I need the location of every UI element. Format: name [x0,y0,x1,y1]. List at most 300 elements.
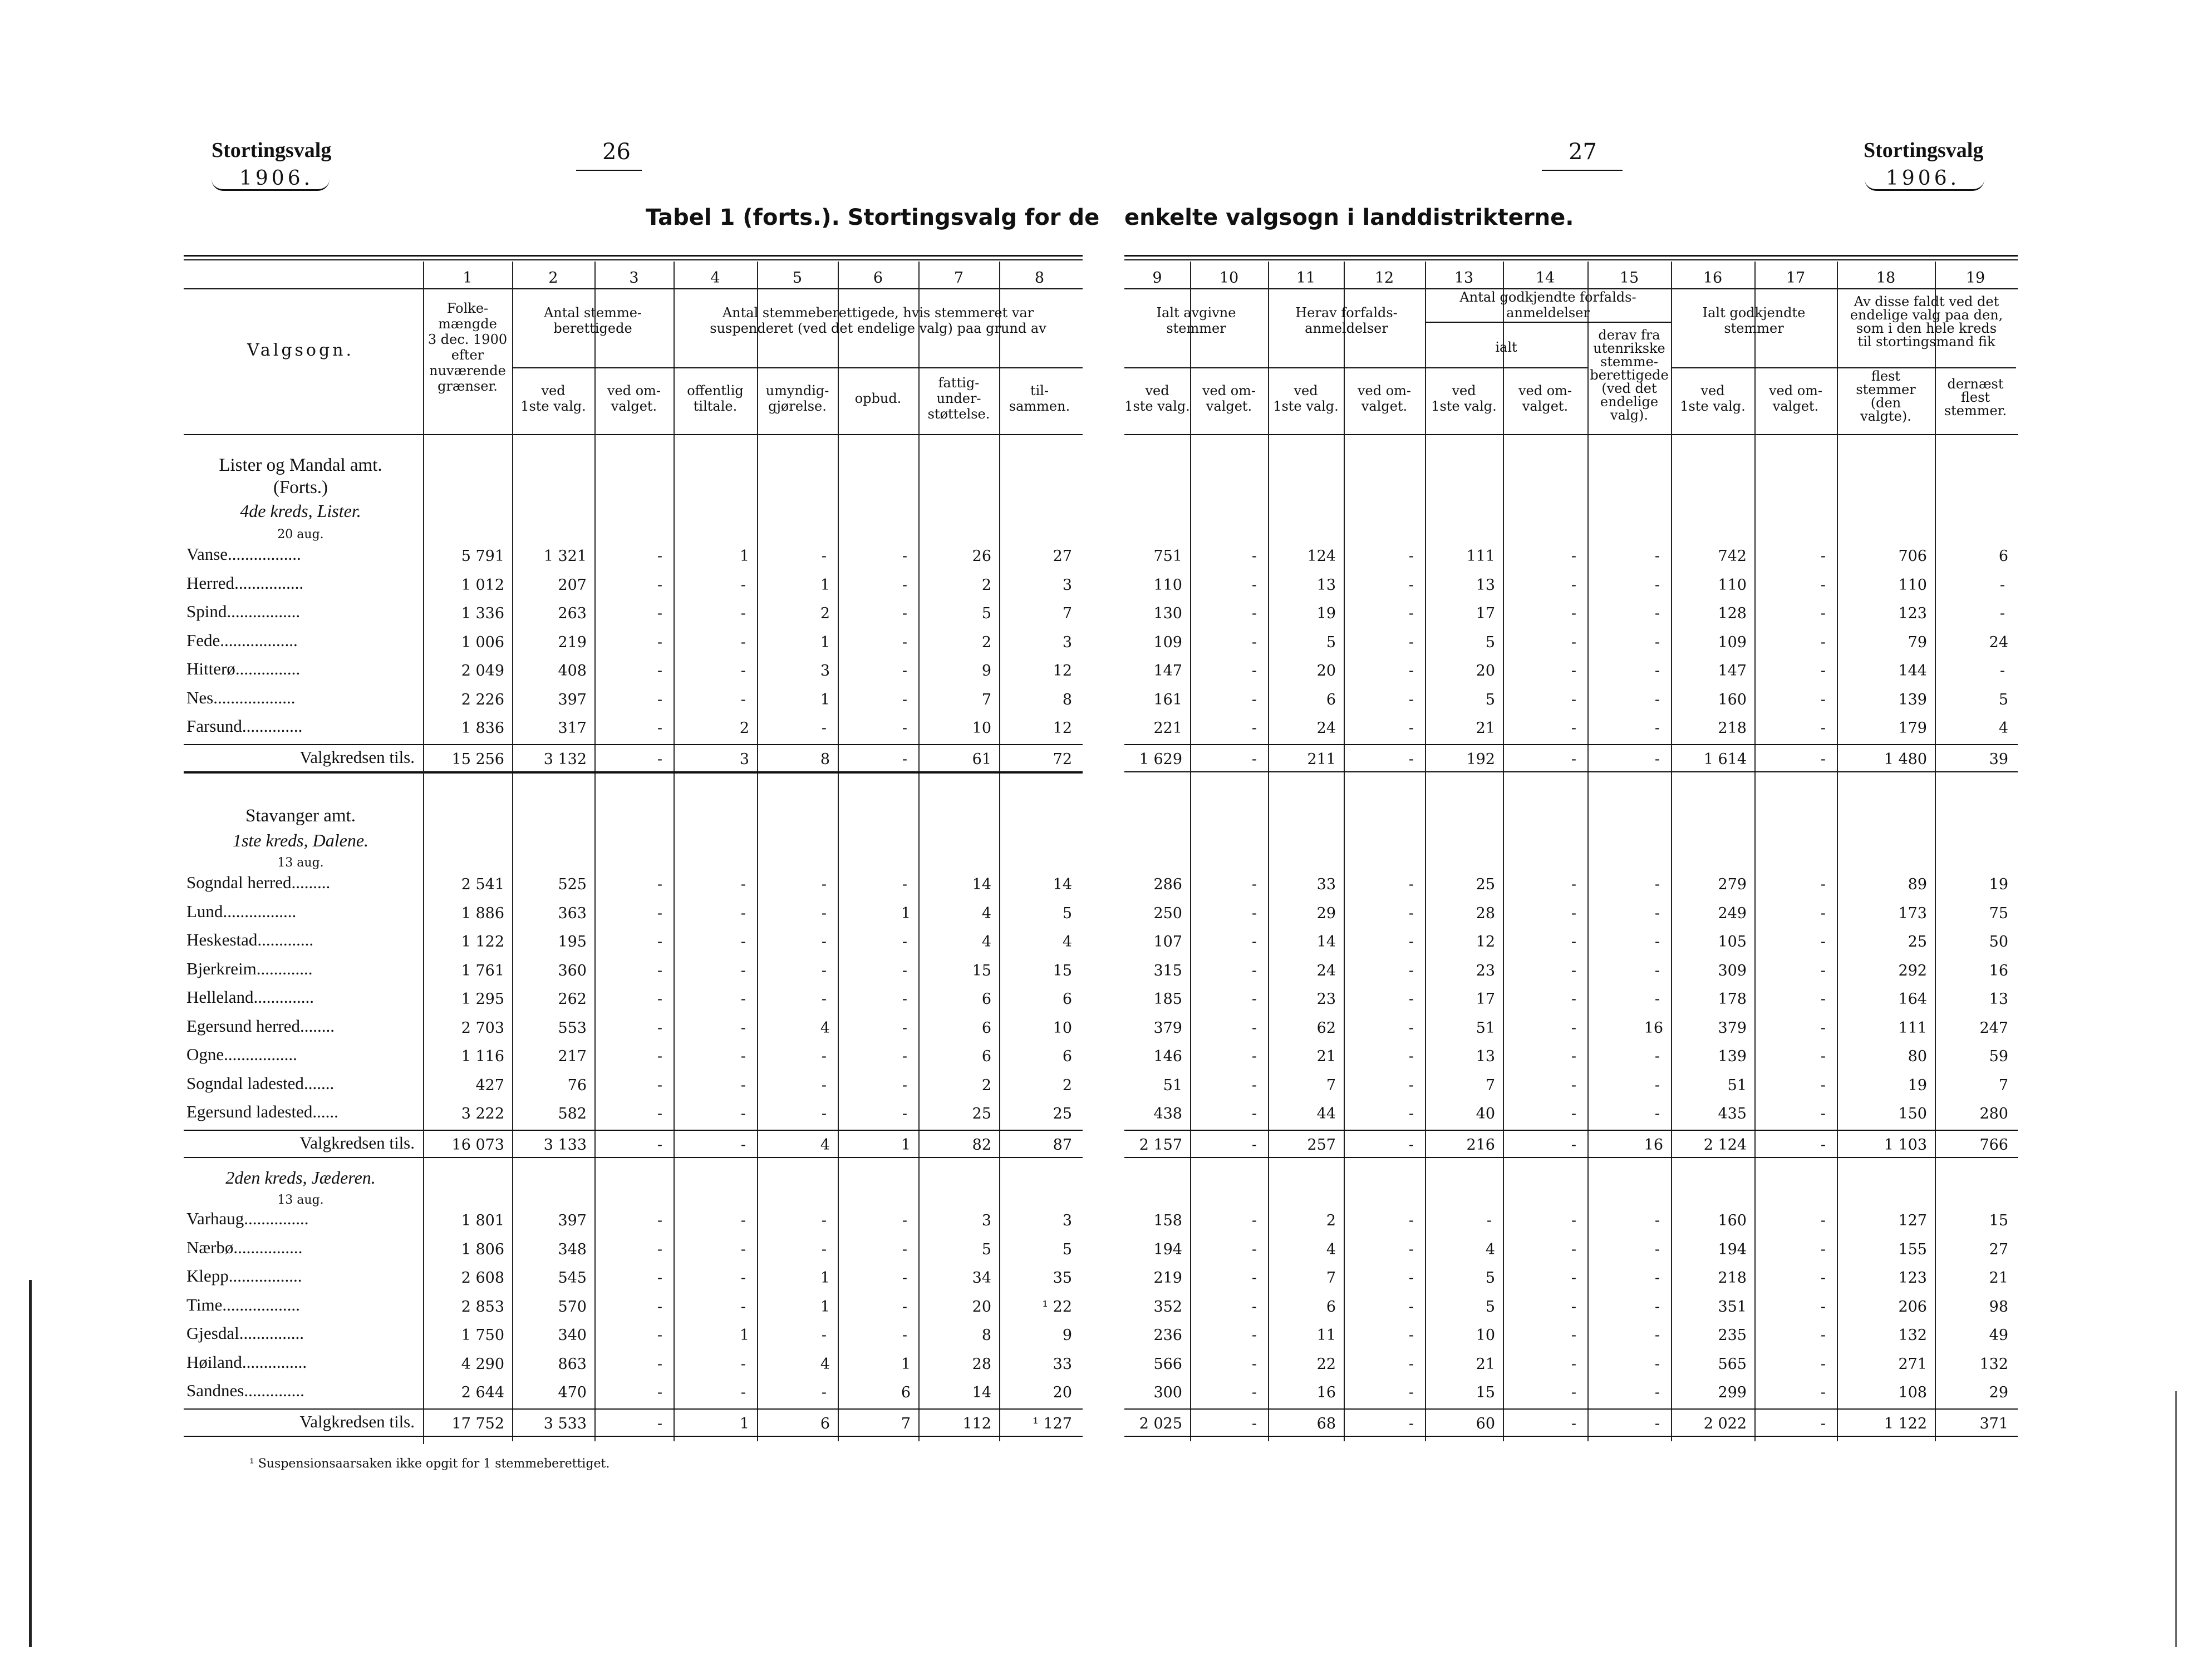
table-cell: 164 [1898,991,1927,1008]
table-cell: 348 [558,1240,587,1258]
table-cell: 23 [1316,991,1336,1008]
table-cell: - [1408,1019,1414,1037]
total-rule [1124,1130,2018,1131]
table-cell: 146 [1153,1048,1182,1065]
table-cell: 1 [820,576,830,594]
table-cell: - [1654,662,1660,679]
row-label [186,1045,417,1065]
group-header-suspenderet: Antal stemmeberettigede, hvis stemmeret var suspenderet (ved det endelige valg) paa grund av [710,305,1046,336]
table-cell: 89 [1908,876,1927,893]
table-cell: 1 321 [543,548,587,565]
total-rule [184,1408,1083,1410]
table-cell: - [1408,633,1414,651]
table-cell: 19 [1989,876,2008,893]
table-cell: 751 [1153,548,1182,565]
table-cell: 2 644 [461,1384,504,1401]
table-cell: 13 [1476,1048,1495,1065]
total-cell: 39 [1989,750,2008,768]
table-cell: - [902,633,907,651]
table-cell: 379 [1153,1019,1182,1037]
table-cell: - [1251,1240,1257,1258]
scan-edge-mark-right [2175,1391,2177,1647]
table-cell: 108 [1898,1384,1927,1401]
table-cell: 80 [1908,1048,1927,1065]
column-header-omvalget: ved om- valget. [1202,383,1256,414]
total-cell: 60 [1476,1415,1495,1432]
table-cell: - [1408,1298,1414,1316]
column-header-fattigunderstottelse: fattig- under- støttelse. [927,375,990,422]
left-colnum-rule [184,288,1083,289]
table-cell: 107 [1153,933,1182,950]
row-name: Egersund herred [186,1016,300,1036]
table-cell: - [1251,991,1257,1008]
table-cell: 76 [567,1076,587,1094]
table-cell: - [1251,576,1257,594]
total-cell: 68 [1316,1415,1336,1432]
table-cell: 98 [1989,1298,2008,1316]
column-header-utenrikske: derav fra utenrikske stemme- berettigede (ved det endelige valg). [1590,327,1669,423]
table-cell: - [1251,691,1257,708]
table-cell: 545 [558,1269,587,1287]
table-cell: - [740,933,746,950]
total-cell: - [902,750,907,768]
table-cell: 15 [1989,1212,2008,1229]
table-cell: - [1820,962,1826,979]
column-header-omvalget: ved om- valget. [607,383,661,414]
table-cell: - [1654,691,1660,708]
table-cell: 5 [981,1240,991,1258]
leader-dots: ............... [244,1209,309,1228]
table-cell: - [740,1212,746,1229]
table-cell: - [1486,1212,1492,1229]
table-cell: 582 [558,1105,587,1122]
table-cell: 3 [1062,1212,1072,1229]
total-cell: 16 073 [451,1136,504,1154]
section-end-rule [184,1157,1083,1158]
table-cell: 262 [558,991,587,1008]
section-amt-title: Stavanger amt. [245,806,356,826]
leader-dots: ................ [233,1237,303,1257]
table-cell: - [1820,662,1826,679]
table-cell: - [1408,1076,1414,1094]
table-cell: 4 [820,1019,830,1037]
table-cell: - [1571,1019,1576,1037]
row-label [186,1323,417,1343]
total-rule [184,744,1083,745]
total-cell: - [1251,750,1257,768]
table-bottom-rule [184,1436,1083,1437]
row-name: Nærbø [186,1237,234,1257]
row-name: Fede [186,630,220,650]
table-cell: 363 [558,904,587,922]
table-cell: - [1999,662,2005,679]
table-cell: 158 [1153,1212,1182,1229]
total-cell: 192 [1466,750,1495,768]
footnote: ¹ Suspensionsaarsaken ikke opgit for 1 stemmeberettiget. [249,1457,610,1471]
right-page-number: 27 [1569,139,1597,165]
total-rule [1124,744,2018,745]
table-cell: - [1408,1212,1414,1229]
table-cell: - [1251,1019,1257,1037]
table-cell: 4 [1485,1240,1495,1258]
table-cell: 1 [820,1298,830,1316]
group-header-avgivne-stemmer: Ialt avgivne stemmer [1156,305,1236,336]
table-cell: - [1571,1355,1576,1373]
left-table-top-rule [184,255,1083,257]
table-cell: - [902,1048,907,1065]
row-name: Helleland [186,987,254,1007]
table-cell: - [1251,662,1257,679]
scan-edge-mark [29,1280,32,1647]
table-cell: 7 [1326,1269,1336,1287]
table-cell: - [1408,720,1414,737]
table-cell: - [1251,933,1257,950]
total-cell: 112 [962,1415,991,1432]
group-rule [1425,322,1671,323]
total-cell: - [1408,1136,1414,1154]
group-header-godkjendte-forfald: Antal godkjendte forfalds- anmeldelser [1459,289,1636,321]
table-cell: - [657,691,662,708]
table-cell: - [1820,1269,1826,1287]
table-cell: - [1654,991,1660,1008]
table-cell: - [1820,720,1826,737]
column-number: 5 [792,269,803,287]
left-column-rule [918,262,920,1441]
total-cell: 72 [1053,750,1072,768]
total-cell: - [1571,750,1576,768]
column-number: 9 [1152,269,1162,287]
table-cell: 132 [1979,1355,2008,1373]
table-cell: - [902,1019,907,1037]
table-cell: 15 [1053,962,1072,979]
table-cell: - [657,1384,662,1401]
left-header-title: Stortingsvalg [212,139,332,162]
table-cell: - [1251,1384,1257,1401]
right-column-rule [1935,262,1936,1441]
table-cell: 22 [1316,1355,1336,1373]
table-cell: 286 [1153,876,1182,893]
table-cell: 132 [1898,1327,1927,1344]
table-cell: - [740,691,746,708]
table-cell: - [657,548,662,565]
table-cell: 28 [1476,904,1495,922]
column-header-1ste-valg: ved 1ste valg. [1273,383,1339,414]
total-cell: - [657,1136,662,1154]
row-label [186,1352,417,1372]
table-cell: - [1408,576,1414,594]
table-cell: 4 [1998,720,2008,737]
table-cell: 111 [1466,548,1495,565]
column-number: 17 [1786,269,1806,287]
table-cell: 5 [981,605,991,622]
column-header-1ste-valg: ved 1ste valg. [520,383,586,414]
table-cell: 150 [1898,1105,1927,1122]
table-caption-left: Tabel 1 (forts.). Stortingsvalg for de [646,205,1100,230]
table-cell: 5 [1062,1240,1072,1258]
table-cell: 9 [981,662,991,679]
table-cell: 25 [1053,1105,1072,1122]
table-cell: - [657,933,662,950]
table-cell: 570 [558,1298,587,1316]
table-cell: 110 [1898,576,1927,594]
left-label-column-rule [423,262,424,1444]
table-cell: - [1654,1269,1660,1287]
table-cell: 1 012 [461,576,504,594]
table-cell: 565 [1718,1355,1747,1373]
left-column-rule [757,262,758,1441]
total-cell: 4 [820,1136,830,1154]
table-cell: 397 [558,691,587,708]
row-name: Gjesdal [186,1323,239,1343]
table-cell: - [1820,1327,1826,1344]
total-cell: - [1654,750,1660,768]
table-cell: 219 [558,633,587,651]
table-cell: - [1820,605,1826,622]
table-cell: 4 [1062,933,1072,950]
group-rule [674,367,1083,368]
column-number: 12 [1374,269,1394,287]
row-label [186,1102,417,1122]
leader-dots: ................. [224,1045,297,1064]
table-cell: 5 [1485,1298,1495,1316]
table-cell: - [1820,576,1826,594]
table-cell: 360 [558,962,587,979]
table-cell: 435 [1718,1105,1747,1122]
table-cell: - [902,1327,907,1344]
table-cell: 6 [1326,691,1336,708]
table-cell: 13 [1476,576,1495,594]
table-cell: 13 [1316,576,1336,594]
table-cell: 160 [1718,1212,1747,1229]
table-cell: - [821,962,827,979]
table-cell: 12 [1476,933,1495,950]
column-header-tilsammen: til- sammen. [1009,383,1070,414]
table-cell: - [1251,1355,1257,1373]
table-cell: - [1999,576,2005,594]
table-cell: - [657,720,662,737]
leader-dots: .................. [222,1294,300,1314]
table-cell: 5 [1485,633,1495,651]
table-cell: 280 [1979,1105,2008,1122]
column-header-folkemaengde: Folke- mængde 3 dec. 1900 efter nuværende grænser. [427,301,508,394]
table-cell: - [1654,1355,1660,1373]
table-cell: - [1820,1105,1826,1122]
table-cell: 21 [1316,1048,1336,1065]
table-cell: - [1654,1105,1660,1122]
table-cell: - [1820,1076,1826,1094]
leader-dots: .............. [244,1381,304,1400]
row-label [186,544,417,564]
table-cell: 15 [972,962,991,979]
table-cell: 33 [1316,876,1336,893]
table-cell: 340 [558,1327,587,1344]
table-cell: - [1251,1298,1257,1316]
table-cell: 111 [1898,1019,1927,1037]
table-cell: 2 [1326,1212,1336,1229]
table-cell: 2 703 [461,1019,504,1037]
table-cell: 3 [981,1212,991,1229]
table-cell: - [1571,991,1576,1008]
table-cell: 5 [1998,691,2008,708]
table-cell: 11 [1316,1327,1336,1344]
table-cell: - [1571,1327,1576,1344]
table-cell: - [657,1105,662,1122]
table-cell: 19 [1316,605,1336,622]
row-label [186,1295,417,1315]
table-cell: - [821,1212,827,1229]
table-cell: 16 [1316,1384,1336,1401]
column-number: 16 [1703,269,1723,287]
table-cell: - [1820,904,1826,922]
table-cell: 20 [1316,662,1336,679]
total-cell: 766 [1979,1136,2008,1154]
total-cell: 3 133 [543,1136,587,1154]
table-cell: - [657,962,662,979]
table-cell: - [1251,633,1257,651]
table-cell: 299 [1718,1384,1747,1401]
section-end-rule [1124,771,2018,772]
table-cell: 2 541 [461,876,504,893]
total-cell: 2 157 [1139,1136,1182,1154]
table-cell: - [1571,1048,1576,1065]
table-cell: 3 [1062,633,1072,651]
row-label [186,573,417,593]
table-cell: 2 [981,576,991,594]
table-cell: 123 [1898,605,1927,622]
table-cell: - [1408,1240,1414,1258]
right-column-rule [1190,262,1191,1441]
table-cell: 1 [820,691,830,708]
table-cell: - [1251,962,1257,979]
row-name: Sogndal ladested [186,1073,304,1093]
table-cell: - [1408,962,1414,979]
table-cell: - [740,1269,746,1287]
table-cell: - [821,1076,827,1094]
table-cell: - [1820,1384,1826,1401]
table-cell: 5 [1485,691,1495,708]
row-label [186,1238,417,1258]
section-kreds-title: 4de kreds, Lister. [240,501,361,521]
table-cell: - [1654,1212,1660,1229]
table-cell: - [1408,1355,1414,1373]
total-cell: 1 629 [1139,750,1182,768]
table-cell: - [1571,691,1576,708]
total-cell: 2 124 [1703,1136,1747,1154]
table-cell: 124 [1307,548,1336,565]
table-cell: - [1571,1212,1576,1229]
table-cell: 1 886 [461,904,504,922]
table-cell: - [1999,605,2005,622]
column-header-omvalget: ved om- valget. [1768,383,1823,414]
table-cell: - [1251,904,1257,922]
table-cell: 2 226 [461,691,504,708]
total-cell: - [1251,1415,1257,1432]
table-cell: - [740,662,746,679]
table-cell: 271 [1898,1355,1927,1373]
column-number: 8 [1034,269,1045,287]
table-cell: - [902,691,907,708]
group-header-ialt: ialt [1495,339,1517,355]
section-date: 13 aug. [277,1193,324,1207]
row-name: Ogne [186,1045,224,1064]
table-cell: 185 [1153,991,1182,1008]
table-cell: - [1408,662,1414,679]
left-column-rule [999,262,1000,1441]
section-amt-title: Lister og Mandal amt. [219,455,382,475]
column-number: 6 [873,269,883,287]
column-header-omvalget: ved om- valget. [1518,383,1572,414]
column-header-1ste-valg: ved 1ste valg. [1431,383,1497,414]
table-cell: 13 [1989,991,2008,1008]
table-cell: 263 [558,605,587,622]
total-cell: 257 [1307,1136,1336,1154]
table-cell: 35 [1053,1269,1072,1287]
table-cell: - [902,720,907,737]
table-cell: - [1654,1384,1660,1401]
table-cell: - [902,576,907,594]
table-cell: 21 [1476,720,1495,737]
leader-dots: ...... [312,1102,338,1121]
table-cell: - [1654,933,1660,950]
table-cell: 7 [981,691,991,708]
total-cell: 1 122 [1884,1415,1927,1432]
table-cell: - [1408,548,1414,565]
table-cell: 127 [1898,1212,1927,1229]
table-cell: 51 [1476,1019,1495,1037]
table-cell: 221 [1153,720,1182,737]
table-cell: - [902,1269,907,1287]
table-cell: - [657,1269,662,1287]
table-cell: 236 [1153,1327,1182,1344]
table-cell: 123 [1898,1269,1927,1287]
table-cell: 1 806 [461,1240,504,1258]
table-cell: 21 [1989,1269,2008,1287]
table-cell: - [821,1327,827,1344]
table-cell: 351 [1718,1298,1747,1316]
table-cell: - [1571,1076,1576,1094]
total-cell: - [1820,1136,1826,1154]
table-cell: - [1571,904,1576,922]
row-label [186,873,417,893]
left-header-year: 1906. [239,167,314,190]
table-cell: 10 [1053,1019,1072,1037]
table-cell: 161 [1153,691,1182,708]
table-cell: 2 [820,605,830,622]
leader-dots: ................. [228,1266,302,1285]
table-cell: 27 [1053,548,1072,565]
table-cell: - [1820,633,1826,651]
table-cell: 292 [1898,962,1927,979]
table-cell: - [657,1019,662,1037]
table-cell: - [740,962,746,979]
table-cell: 1 [901,1355,911,1373]
leader-dots: .................. [220,630,298,650]
table-cell: - [1571,605,1576,622]
group-rule [512,367,674,368]
table-cell: 6 [1062,1048,1072,1065]
table-cell: 235 [1718,1327,1747,1344]
leader-dots: ............... [239,1323,304,1343]
left-header-bottom-rule [184,434,1083,435]
right-column-rule [1503,262,1504,1441]
row-name: Klepp [186,1266,229,1285]
table-cell: - [1571,633,1576,651]
table-cell: 1 295 [461,991,504,1008]
table-cell: 863 [558,1355,587,1373]
table-cell: - [821,1240,827,1258]
table-cell: 173 [1898,904,1927,922]
table-cell: 139 [1898,691,1927,708]
